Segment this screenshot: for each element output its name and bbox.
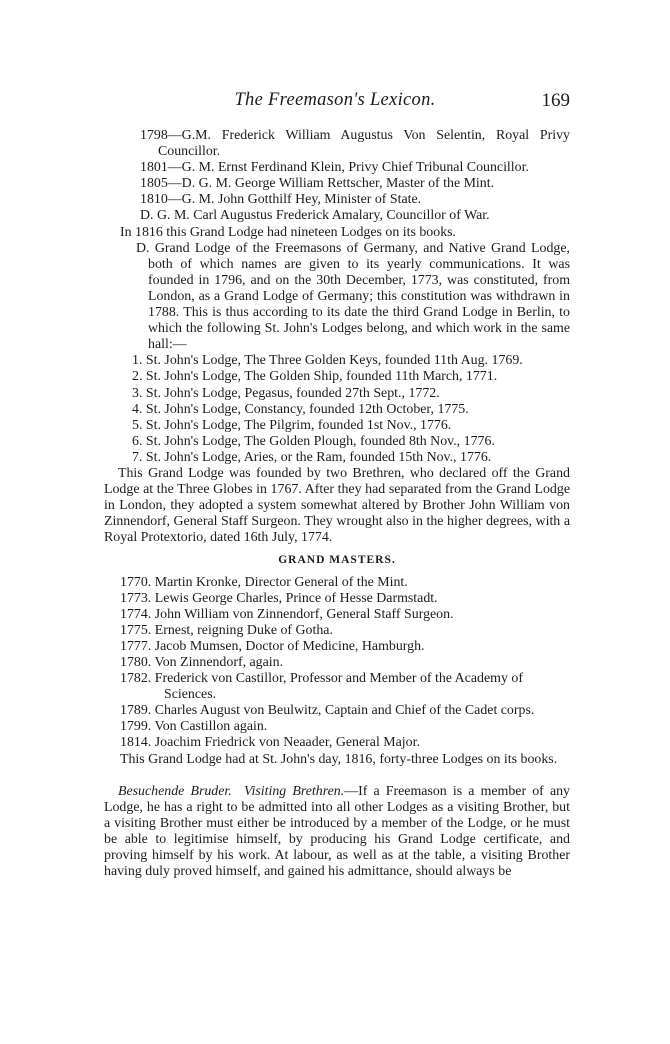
- entry-translation: Visiting Brethren.: [244, 783, 345, 799]
- grand-master-item: 1789. Charles August von Beulwitz, Captain and Chief of the Cadet corps.: [120, 703, 535, 719]
- grand-masters-heading: GRAND MASTERS.: [278, 554, 396, 567]
- list-item: D. G. M. Carl Augustus Frederick Amalary, Councillor of War.: [140, 208, 490, 224]
- besuchende-paragraph: [104, 784, 570, 881]
- running-title: The Freemason's Lexicon.: [234, 90, 436, 110]
- spacer: [104, 768, 570, 784]
- grand-master-item: 1774. John William von Zinnendorf, General Staff Surgeon.: [120, 606, 454, 622]
- grand-master-item: 1777. Jacob Mumsen, Doctor of Medicine, Hamburgh.: [120, 638, 425, 654]
- list-item: 1805—D. G. M. George William Rettscher, Master of the Mint.: [140, 176, 495, 192]
- page-header: [0, 90, 670, 116]
- lodge-item: 5. St. John's Lodge, The Pilgrim, founded 1st Nov., 1776.: [132, 417, 452, 433]
- list-item: 1801—G. M. Ernst Ferdinand Klein, Privy Chief Tribunal Councillor.: [140, 160, 529, 176]
- lodges-count-note: In 1816 this Grand Lodge had nineteen Lodges on its books.: [120, 224, 457, 240]
- lodge-item: 3. St. John's Lodge, Pegasus, founded 27th Sept., 1772.: [132, 385, 440, 401]
- lodge-item: 6. St. John's Lodge, The Golden Plough, founded 8th Nov., 1776.: [132, 433, 495, 449]
- entry-term: Besuchende Bruder.: [118, 783, 232, 799]
- grand-master-item: 1770. Martin Kronke, Director General of the Mint.: [120, 574, 408, 590]
- section-d-paragraph: D. Grand Lodge of the Freemasons of Germany, and Native Grand Lodge, both of which names are given to its yearly communications. It was founded in 1796, and on the 30th December, 1773, was constituted, from London, as a Grand Lodge of Germany; this constitution was withdrawn in 1788. This is thus according to its date the third Grand Lodge in Berlin, to which the following St. John's Lodges belong, and which work in the same hall:—: [136, 240, 570, 353]
- lodge-item: 4. St. John's Lodge, Constancy, founded 12th October, 1775.: [132, 401, 469, 417]
- grand-master-item: 1782. Frederick von Castillor, Professor and Member of the Academy of Sciences.: [120, 671, 523, 703]
- history-paragraph: This Grand Lodge was founded by two Brethren, who declared off the Grand Lodge at the Three Globes in 1767. After they had separated from the Grand Lodge in London, they adopted a system somewhat altered by Brother John William von Zinnendorf, General Staff Surgeon. They wrought also in the higher degrees, with a Royal Protextorio, dated 16th July, 1774.: [104, 465, 570, 546]
- grand-master-item: 1799. Von Castillon again.: [120, 719, 268, 735]
- grand-master-item: 1775. Ernest, reigning Duke of Gotha.: [120, 622, 333, 638]
- list-item: 1798—G.M. Frederick William Augustus Von Selentin, Royal Privy Councillor.: [140, 128, 570, 160]
- grand-master-item: 1773. Lewis George Charles, Prince of Hesse Darmstadt.: [120, 590, 438, 606]
- closing-note: This Grand Lodge had at St. John's day, 1816, forty-three Lodges on its books.: [120, 751, 558, 767]
- lodge-item: 1. St. John's Lodge, The Three Golden Keys, founded 11th Aug. 1769.: [132, 353, 523, 369]
- page-body: [104, 128, 570, 880]
- entry-text: —If a Freemason is a member of any Lodge, he has a right to be admitted into all other Lodges as a visiting Brother, but a visiting Brother must either be introduced by a member of the Lodge, or he must be able to legitimise himself, by producing his Grand Lodge certificate, and proving himself by his work. At labour, as well as at the table, a visiting Brother having duly proved himself, and gained his admittance, should always be: [104, 783, 570, 880]
- grand-master-item: 1780. Von Zinnendorf, again.: [120, 655, 284, 670]
- page-number: 169: [541, 90, 570, 111]
- lodge-item: 2. St. John's Lodge, The Golden Ship, founded 11th March, 1771.: [132, 369, 498, 385]
- lodge-item: 7. St. John's Lodge, Aries, or the Ram, founded 15th Nov., 1776.: [132, 449, 492, 465]
- grand-master-item: 1814. Joachim Friedrick von Neaader, General Major.: [120, 735, 420, 751]
- list-item: 1810—G. M. John Gotthilf Hey, Minister of State.: [140, 192, 422, 208]
